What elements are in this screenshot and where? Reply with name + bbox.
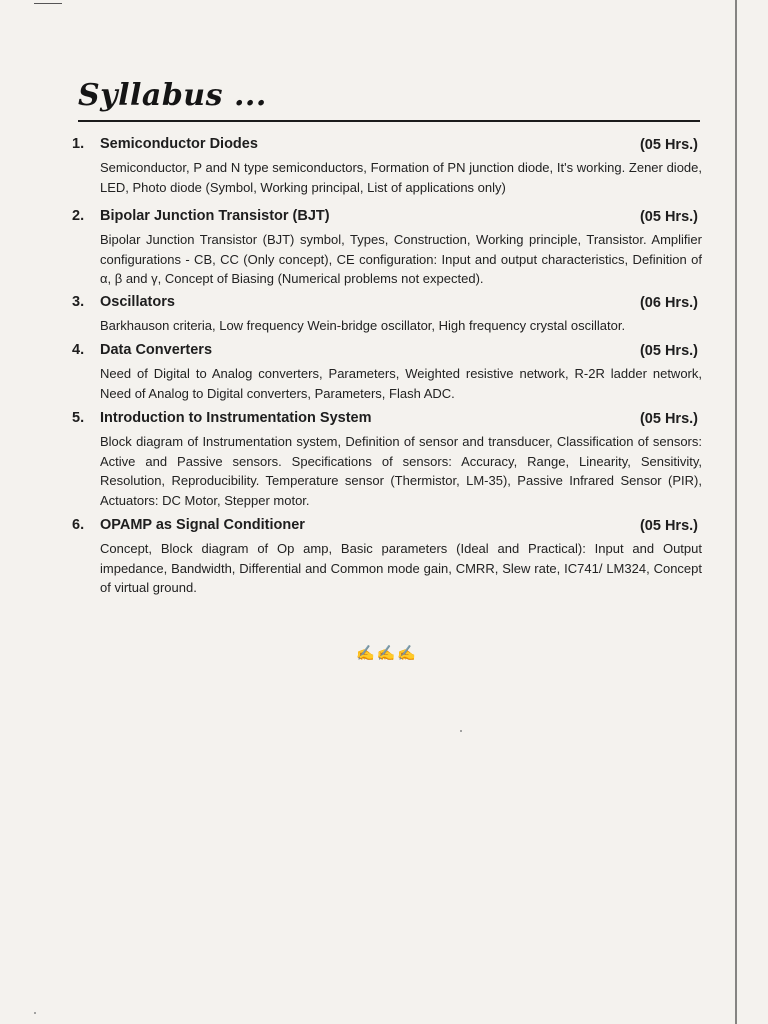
syllabus-section-3	[72, 294, 702, 336]
section-header	[72, 294, 702, 316]
section-title: Bipolar Junction Transistor (BJT)	[100, 208, 330, 224]
syllabus-section-5	[72, 410, 702, 510]
section-number: 2.	[72, 208, 85, 224]
section-header	[72, 410, 702, 432]
section-hours: (05 Hrs.)	[639, 518, 698, 534]
section-header	[72, 136, 702, 158]
section-description: Need of Digital to Analog converters, Parameters, Weighted resistive network, R-2R ladder network, Need of Analog to Digital converters, Parameters, Flash ADC.	[100, 366, 702, 401]
paper-speck	[460, 730, 462, 732]
section-number: 4.	[72, 342, 85, 358]
section-title: Oscillators	[100, 294, 175, 310]
heading-underline	[78, 120, 700, 122]
syllabus-heading: Syllabus ...	[78, 78, 267, 113]
section-description: Block diagram of Instrumentation system, Definition of sensor and transducer, Classification of sensors: Active and Passive sensors. Specifications of sensors: Accuracy, Range, Linearity, Sensitivity, Resolution, Reproducibility. Temperature sensor (Thermistor, LM-35), Passive Infrared Sensor (PIR), Actuators: DC Motor, Stepper motor.	[100, 434, 702, 508]
section-number: 1.	[72, 136, 85, 152]
section-title: OPAMP as Signal Conditioner	[100, 517, 305, 533]
page-edge-shadow	[735, 0, 737, 1024]
section-title: Data Converters	[100, 342, 213, 358]
section-header	[72, 517, 702, 539]
section-hours: (05 Hrs.)	[639, 411, 698, 427]
section-hours: (06 Hrs.)	[639, 295, 698, 311]
section-description: Bipolar Junction Transistor (BJT) symbol, Types, Construction, Working principle, Transistor. Amplifier configurations - CB, CC (Only concept), CE configuration: Input and output characteristics, Definition of α, β and γ, Concept of Biasing (Numerical problems not expected).	[100, 232, 702, 286]
section-title: Semiconductor Diodes	[100, 136, 258, 152]
section-hours: (05 Hrs.)	[639, 343, 698, 359]
section-header	[72, 342, 702, 364]
section-hours: (05 Hrs.)	[639, 209, 698, 225]
section-number: 6.	[72, 517, 85, 533]
paper-speck	[34, 1012, 36, 1014]
writing-hand-ornament-icon: ✍✍✍	[356, 645, 419, 662]
section-header	[72, 208, 702, 230]
page-edge-mark	[34, 3, 62, 4]
section-description: Barkhauson criteria, Low frequency Wein-bridge oscillator, High frequency crystal oscillator.	[100, 318, 626, 333]
section-hours: (05 Hrs.)	[639, 137, 698, 153]
syllabus-section-1	[72, 136, 702, 197]
syllabus-section-6	[72, 517, 702, 598]
section-number: 3.	[72, 294, 85, 310]
section-title: Introduction to Instrumentation System	[100, 410, 372, 426]
syllabus-section-4	[72, 342, 702, 403]
section-number: 5.	[72, 410, 85, 426]
section-description: Semiconductor, P and N type semiconductors, Formation of PN junction diode, It's working. Zener diode, LED, Photo diode (Symbol, Working principal, List of applications only)	[100, 160, 702, 195]
syllabus-section-2	[72, 208, 702, 289]
section-description: Concept, Block diagram of Op amp, Basic parameters (Ideal and Practical): Input and Output impedance, Bandwidth, Differential and Common mode gain, CMRR, Slew rate, IC741/ LM324, Concept of virtual ground.	[100, 541, 702, 595]
